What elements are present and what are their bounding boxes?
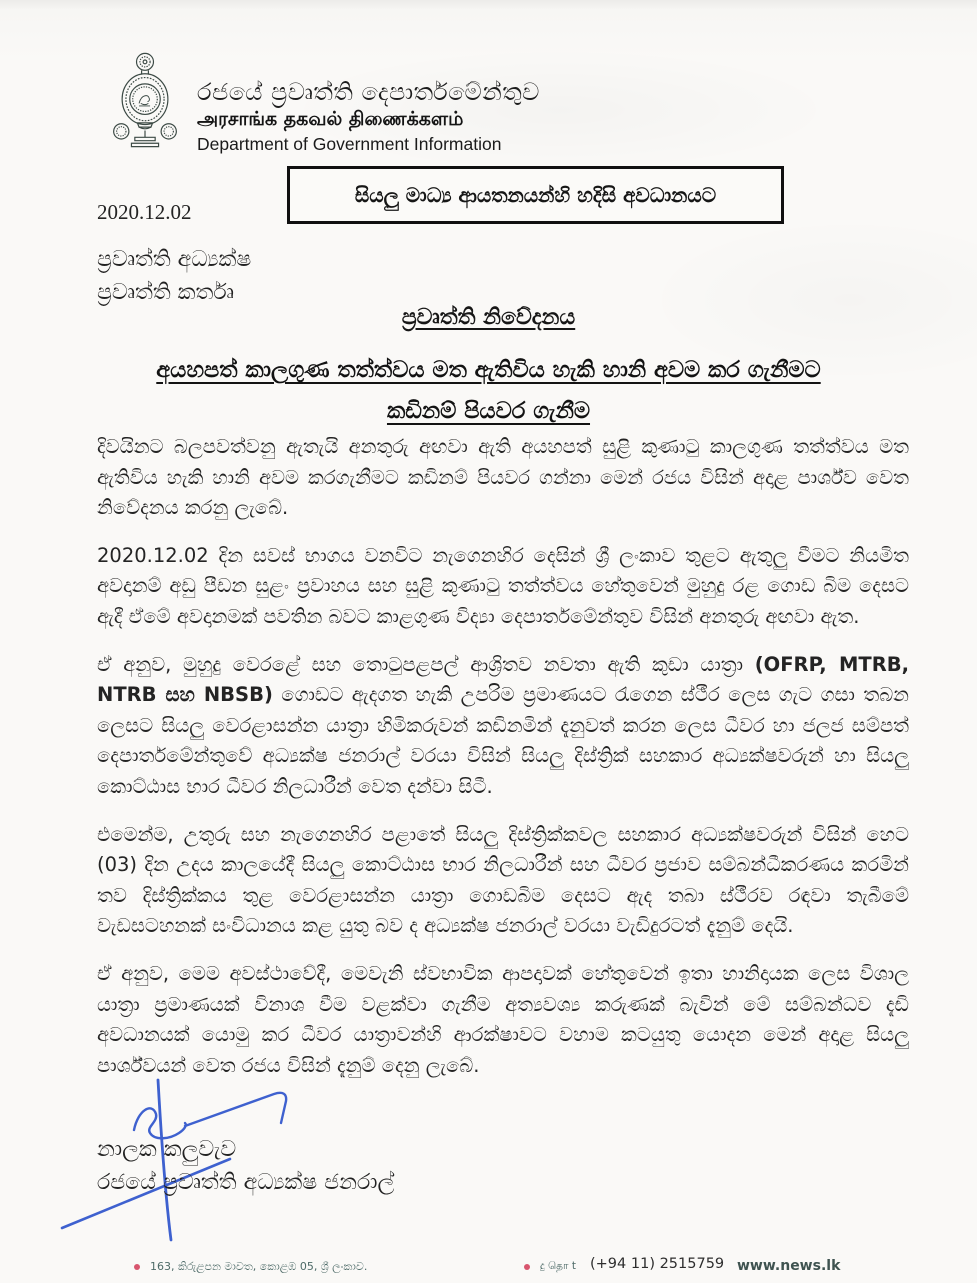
paragraph-5: ඒ අනුව, මෙම අවස්ථාවේදී, මෙවැනි ස්වභාවික ආපදාවක් හේතුවෙන් ඉතා හානිදායක ලෙස විශාල යාත්‍රා ප්‍රමාණයක් විනාශ වීම වළක්වා ගැනීම අත්‍යවශ්‍ය කරුණක් බැවින් මේ සම්බන්ධව දැඩි අවධානයක් යොමු කර ධීවර යාත්‍රාවන්හි ආරක්ෂාවට වහාම කටයුතු යොදන මෙන් අදාළ සියලු පාර්ශ්වයන් වෙත රජය විසින් දැනුම් දෙනු ලැබේ. bbox=[97, 961, 909, 1077]
press-release-title: ප්‍රවෘත්ති නිවේදනය bbox=[401, 305, 576, 330]
addressee-news-director: ප්‍රවෘත්ති අධ්‍යක්ෂ bbox=[97, 247, 252, 272]
signatory-block bbox=[97, 1133, 394, 1199]
letterhead-footer bbox=[0, 1250, 977, 1283]
paragraph-3-text: ඒ අනුව, මුහුදු වෙරළේ සහ තොටුපළපල් ආශ්‍රිතව නවතා ඇති කුඩා යාත්‍රා bbox=[97, 652, 755, 676]
subtitle-line-2: කඩිනම් පියවර ගැනීම bbox=[386, 398, 591, 424]
paragraph-1: දිවයිනට බලපවත්වනු ඇතැයි අනතුරු අඟවා ඇති අයහපත් සුළි කුණාටු කාලගුණ තත්ත්වය මත ඇතිවිය හැකි හානි අවම කරගැනීමට කඩිනම් පියවර ගන්නා මෙන් රජය විසින් අදාළ පාර්ශ්ව වෙත නිවේදනය කරනු ලැබේ. bbox=[97, 435, 909, 520]
subtitle-line-1: අයහපත් කාලගුණ තත්ත්වය මත ඇතිවිය හැකි හානි අවම කර ගැනීමට bbox=[156, 357, 821, 383]
paragraph-3-continued: ගොඩට ඇදගත හැකි උපරිම ප්‍රමාණයට රැගෙන ස්ථීර ලෙස ගැට ගසා තබන ලෙසට සියලු වෙරළාසන්න යාත්‍රා හිමිකරුවන් කඩිනමින් දැනුවත් කරන ලෙස ධීවර හා ජලජ සම්පත් දෙපාර්තමේන්තුවේ අධ්‍යක්ෂ ජනරාල් වරයා විසින් සියලු දිස්ත්‍රික් සහකාර අධ්‍යක්ෂවරුන් හා සියලු කොට්ඨාස භාර ධීවර නිලධාරීන් වෙත දන්වා සිටී. bbox=[97, 683, 909, 798]
phone-bullet-icon bbox=[524, 1264, 530, 1270]
department-name-sinhala: රජයේ ප්‍රවෘත්ති දෙපාර්තමේන්තුව bbox=[197, 78, 540, 106]
letterhead bbox=[197, 80, 540, 154]
boat-type-acronyms: (OFRP, MTRB, NTRB සහ NBSB) bbox=[97, 652, 909, 707]
address-bullet-icon bbox=[134, 1264, 140, 1270]
body-text bbox=[97, 432, 909, 1098]
phone-label: දු தொ t bbox=[540, 1260, 576, 1272]
addressee-list bbox=[97, 243, 251, 309]
media-notice-text: සියලු මාධ්‍ය ආයතනයන්හි හදිසි අවධානයට bbox=[354, 183, 717, 207]
signatory-title: රජයේ ප්‍රවෘත්ති අධ්‍යක්ෂ ජනරාල් bbox=[97, 1170, 395, 1195]
website-url: www.news.lk bbox=[737, 1258, 841, 1274]
paragraph-3 bbox=[97, 650, 909, 803]
government-emblem-icon bbox=[111, 50, 179, 150]
document-date: 2020.12.02 bbox=[97, 200, 192, 224]
paragraph-2: 2020.12.02 දින සවස් භාගය වනවිට නැගෙනහිර දෙසින් ශ්‍රී ලංකාව තුළට ඇතුලු වීමට නියමිත අවදානම් අඩු පීඩන සුළං ප්‍රවාහය සහ සුළි කුණාටු තත්ත්වය හේතුවෙන් මුහුදු රළ ගොඩ බිම දෙසට ඇදී ඒමේ අවදානමක් පවතින බවට කාළගුණ විද්‍යා දෙපාර්තමේන්තුව විසින් අනතුරු අඟවා ඇත. bbox=[97, 543, 909, 628]
addressee-news-editor: ප්‍රවෘත්ති කර්තෘ bbox=[97, 280, 234, 305]
footer-address: 163, කිරුළපන මාවත, කොළඹ 05, ශ්‍රී ලංකාව. bbox=[150, 1260, 368, 1273]
phone-number: (+94 11) 2515759 bbox=[590, 1256, 725, 1272]
signatory-name: නාලක කලුවැව bbox=[97, 1137, 237, 1162]
department-name-tamil: அரசாங்க தகவல் திணைக்களம் bbox=[197, 108, 464, 130]
media-notice-box bbox=[287, 166, 784, 224]
paragraph-4: එමෙන්ම, උතුරු සහ නැගෙනහිර පළාතේ සියලු දිස්ත්‍රික්කවල සහකාර අධ්‍යක්ෂවරුන් විසින් හෙට (03) දින උදය කාලයේදී සියලු කොට්ඨාස භාර නිලධාරීන් සහ ධීවර ප්‍රජාව සම්බන්ධීකරණය කරමින් තව දිස්ත්‍රික්කය තුළ වෙරළාසන්න යාත්‍රා ගොඩබිම දෙසට ඇද තබා ස්ථීරව රඳවා තැබීමේ වැඩසටහනක් සංවිධානය කළ යුතු බව ද අධ්‍යක්ෂ ජනරාල් වරයා වැඩිදුරටත් දැනුම් දෙයි. bbox=[97, 822, 909, 938]
press-release-subtitle bbox=[0, 350, 977, 432]
department-name-english: Department of Government Information bbox=[197, 134, 502, 154]
